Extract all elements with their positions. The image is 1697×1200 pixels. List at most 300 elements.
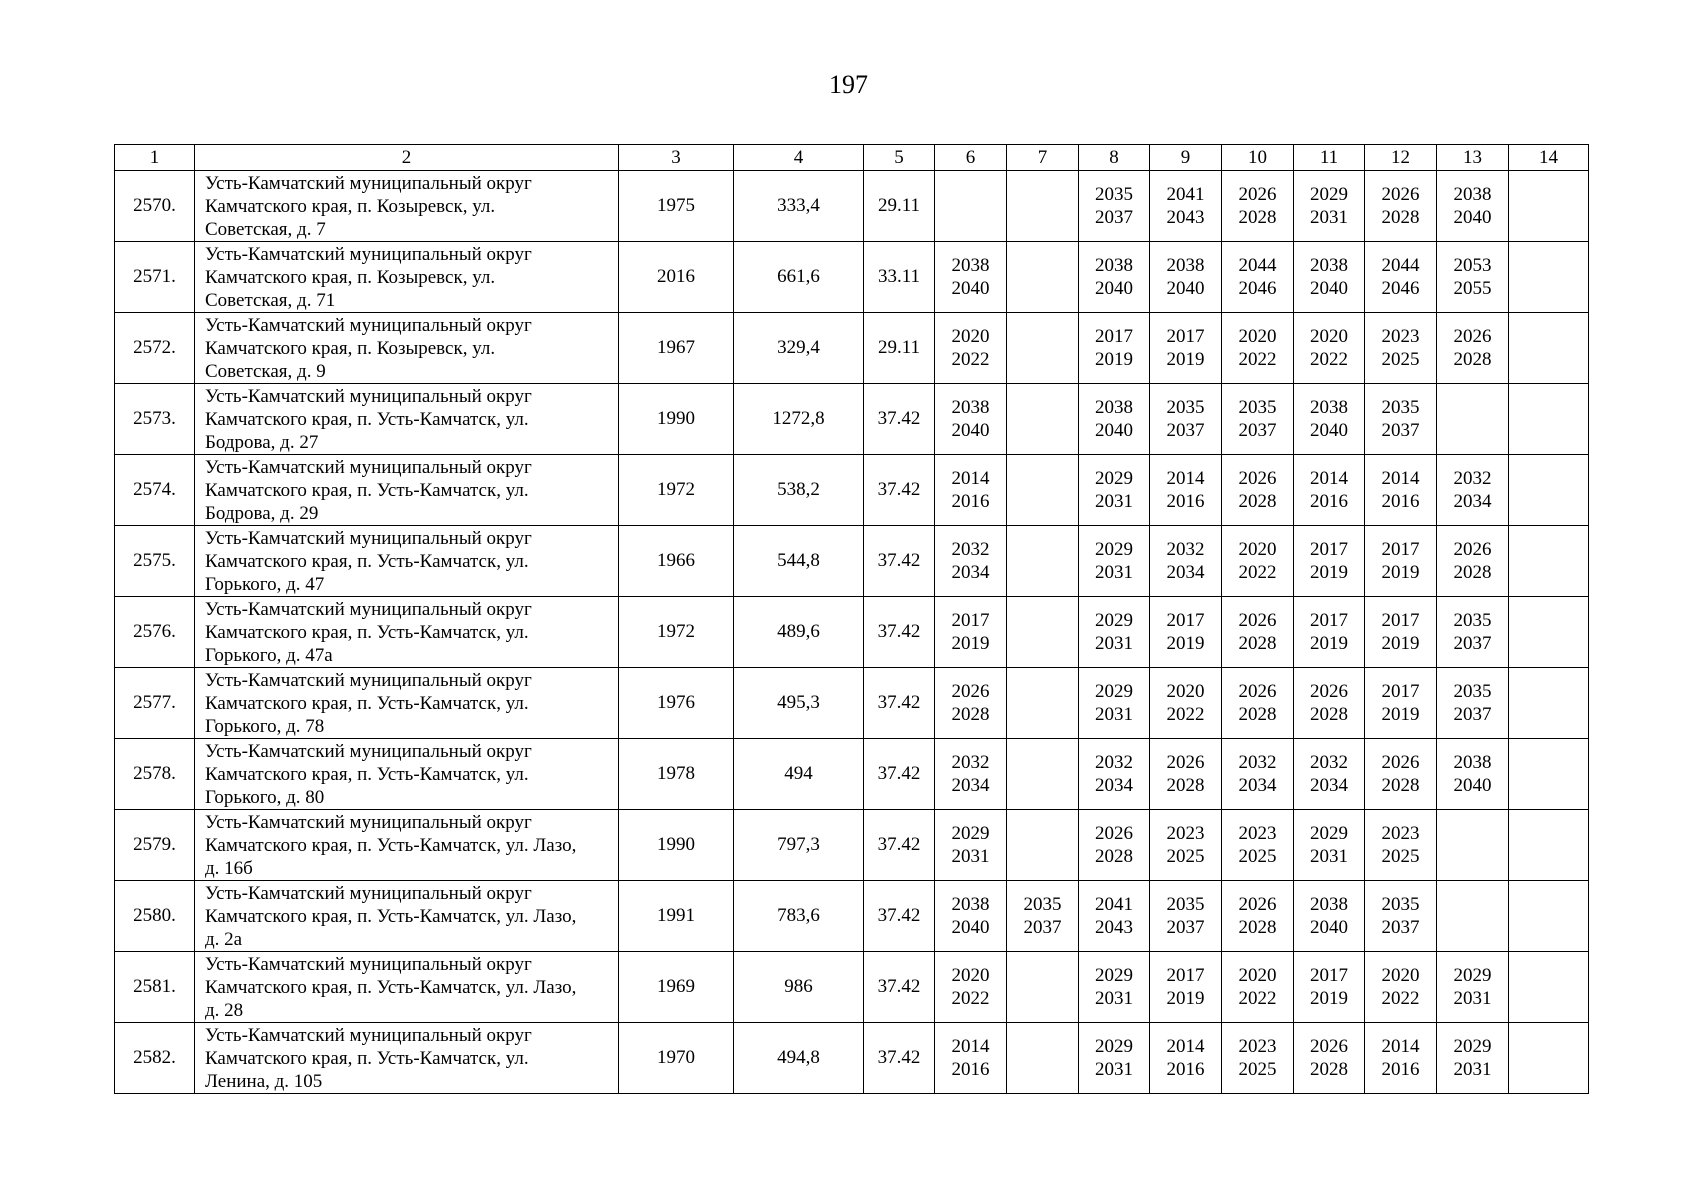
period-cell-8 [1079,810,1150,881]
period-cell-11 [1294,455,1365,526]
table-row [115,526,1589,597]
address-line: Усть-Камчатский муниципальный округ [205,669,532,691]
period-year: 2034 [1166,562,1205,583]
period-cell-6 [935,597,1007,668]
period-year: 2019 [1381,704,1420,725]
year-built-cell: 1978 [619,739,734,810]
notes-cell-14 [1509,171,1589,242]
rate-cell: 37.42 [864,526,935,597]
notes-cell-14 [1509,810,1589,881]
column-header-13: 13 [1437,145,1509,171]
period-year: 2016 [1310,491,1348,512]
table-body [115,171,1589,1094]
period-year: 2038 [1095,255,1133,276]
period-cell-6 [935,1023,1007,1094]
period-year: 2029 [951,823,990,844]
row-number-cell: 2574. [115,455,195,526]
period-year: 2053 [1453,255,1492,276]
period-year: 2040 [951,420,990,441]
period-cell-8 [1079,668,1150,739]
table-row [115,1023,1589,1094]
period-cell-7 [1007,455,1079,526]
address-cell [195,881,619,952]
period-cell-13 [1437,952,1509,1023]
notes-cell-14 [1509,526,1589,597]
period-year: 2026 [1238,184,1277,205]
period-year: 2017 [1310,539,1348,560]
address-line: д. 2а [205,928,243,950]
column-header-10: 10 [1222,145,1294,171]
period-year: 2014 [1310,468,1348,489]
period-cell-8 [1079,881,1150,952]
address-line: д. 28 [205,999,244,1021]
address-line: Усть-Камчатский муниципальный округ [205,172,532,194]
period-year: 2037 [1166,917,1205,938]
period-year: 2017 [1310,610,1348,631]
period-cell-7 [1007,668,1079,739]
address-cell [195,597,619,668]
rate-cell: 37.42 [864,810,935,881]
period-year: 2017 [1381,681,1420,702]
address-cell [195,739,619,810]
period-year: 2055 [1453,278,1492,299]
period-year: 2031 [1095,491,1133,512]
period-year: 2029 [1310,823,1348,844]
period-year: 2035 [1238,397,1277,418]
period-cell-10 [1222,597,1294,668]
period-cell-10 [1222,384,1294,455]
period-year: 2014 [1166,468,1205,489]
period-cell-11 [1294,313,1365,384]
period-year: 2040 [1453,207,1492,228]
table-header [115,145,1589,171]
table-row [115,171,1589,242]
period-year: 2017 [1381,539,1420,560]
period-year: 2029 [1095,965,1133,986]
period-cell-13 [1437,171,1509,242]
table-row [115,313,1589,384]
period-year: 2034 [1238,775,1277,796]
period-year: 2038 [1453,184,1492,205]
period-year: 2038 [1453,752,1492,773]
period-cell-6 [935,881,1007,952]
period-year: 2035 [1381,397,1420,418]
row-number-cell: 2570. [115,171,195,242]
table-row [115,597,1589,668]
period-year: 2040 [1166,278,1205,299]
column-header-9: 9 [1150,145,1222,171]
period-cell-11 [1294,881,1365,952]
year-built-cell: 1970 [619,1023,734,1094]
period-cell-6 [935,313,1007,384]
address-line: Камчатского края, п. Усть-Камчатск, ул. [205,692,529,714]
period-cell-12 [1365,952,1437,1023]
period-year: 2026 [1238,610,1277,631]
period-cell-10 [1222,455,1294,526]
housing-registry-table [114,144,1589,1094]
period-cell-13 [1437,810,1509,881]
period-year: 2020 [1381,965,1420,986]
column-header-1: 1 [115,145,195,171]
area-cell: 494,8 [734,1023,864,1094]
period-year: 2026 [1453,539,1492,560]
address-line: Камчатского края, п. Козыревск, ул. [205,195,496,217]
period-year: 2020 [1238,539,1277,560]
column-header-14: 14 [1509,145,1589,171]
period-year: 2019 [1166,988,1205,1009]
period-year: 2031 [1095,1059,1133,1080]
period-cell-7 [1007,242,1079,313]
address-line: Усть-Камчатский муниципальный округ [205,882,532,904]
period-year: 2025 [1381,846,1420,867]
header-row [115,145,1589,171]
period-year: 2016 [1166,491,1205,512]
address-line: Камчатского края, п. Усть-Камчатск, ул. Лазо, [205,905,577,927]
period-cell-8 [1079,384,1150,455]
period-year: 2026 [1381,184,1420,205]
year-built-cell: 1990 [619,384,734,455]
period-year: 2028 [1310,704,1348,725]
period-year: 2032 [1166,539,1205,560]
period-year: 2028 [1381,775,1420,796]
period-cell-12 [1365,384,1437,455]
period-cell-10 [1222,739,1294,810]
period-cell-7 [1007,526,1079,597]
notes-cell-14 [1509,1023,1589,1094]
period-year: 2020 [1310,326,1348,347]
period-year: 2031 [1453,1059,1492,1080]
period-cell-9 [1150,455,1222,526]
address-line: Советская, д. 7 [205,218,326,240]
period-year: 2014 [1381,1036,1420,1057]
period-cell-8 [1079,526,1150,597]
row-number-cell: 2578. [115,739,195,810]
period-cell-11 [1294,810,1365,881]
year-built-cell: 1966 [619,526,734,597]
period-year: 2035 [1166,894,1205,915]
address-line: Камчатского края, п. Усть-Камчатск, ул. [205,621,529,643]
address-line: Усть-Камчатский муниципальный округ [205,1024,532,1046]
period-cell-10 [1222,881,1294,952]
period-year: 2044 [1238,255,1277,276]
period-year: 2025 [1381,349,1420,370]
period-cell-12 [1365,597,1437,668]
year-built-cell: 1972 [619,455,734,526]
row-number-cell: 2580. [115,881,195,952]
row-number-cell: 2571. [115,242,195,313]
period-year: 2022 [1310,349,1348,370]
period-year: 2035 [1023,894,1062,915]
period-year: 2017 [1166,326,1205,347]
period-year: 2016 [951,1059,990,1080]
period-year: 2037 [1095,207,1133,228]
period-cell-11 [1294,171,1365,242]
period-cell-7 [1007,810,1079,881]
period-year: 2029 [1095,610,1133,631]
period-year: 2034 [1310,775,1348,796]
period-cell-7 [1007,171,1079,242]
period-year: 2037 [1453,704,1492,725]
period-year: 2014 [951,1036,990,1057]
address-cell [195,171,619,242]
period-year: 2037 [1166,420,1205,441]
period-year: 2023 [1238,1036,1277,1057]
period-year: 2026 [1238,681,1277,702]
period-year: 2032 [1238,752,1277,773]
year-built-cell: 1991 [619,881,734,952]
address-cell [195,242,619,313]
period-cell-13 [1437,1023,1509,1094]
row-number-cell: 2581. [115,952,195,1023]
row-number-cell: 2572. [115,313,195,384]
period-year: 2016 [1381,1059,1420,1080]
period-year: 2040 [1453,775,1492,796]
address-line: Бодрова, д. 27 [205,431,319,453]
period-year: 2022 [1238,562,1277,583]
year-built-cell: 1967 [619,313,734,384]
period-year: 2017 [1381,610,1420,631]
address-line: Камчатского края, п. Козыревск, ул. [205,266,496,288]
area-cell: 661,6 [734,242,864,313]
address-line: Камчатского края, п. Усть-Камчатск, ул. Лазо, [205,834,577,856]
column-header-4: 4 [734,145,864,171]
period-year: 2034 [951,562,990,583]
period-year: 2014 [951,468,990,489]
period-year: 2023 [1381,823,1420,844]
period-year: 2028 [1310,1059,1348,1080]
address-line: Усть-Камчатский муниципальный округ [205,456,532,478]
period-year: 2037 [1453,633,1492,654]
period-year: 2035 [1453,681,1492,702]
row-number-cell: 2575. [115,526,195,597]
period-year: 2035 [1095,184,1133,205]
period-year: 2034 [951,775,990,796]
period-year: 2034 [1095,775,1133,796]
period-cell-11 [1294,1023,1365,1094]
area-cell: 538,2 [734,455,864,526]
address-line: Усть-Камчатский муниципальный округ [205,953,532,975]
period-year: 2014 [1381,468,1420,489]
column-header-3: 3 [619,145,734,171]
period-cell-9 [1150,1023,1222,1094]
period-year: 2031 [1095,562,1133,583]
period-year: 2038 [1310,894,1348,915]
period-year: 2020 [951,326,990,347]
notes-cell-14 [1509,384,1589,455]
rate-cell: 37.42 [864,384,935,455]
period-year: 2026 [951,681,990,702]
address-line: Горького, д. 78 [205,715,325,737]
period-year: 2029 [1095,681,1133,702]
table-row [115,810,1589,881]
period-year: 2038 [951,255,990,276]
rate-cell: 29.11 [864,171,935,242]
area-cell: 783,6 [734,881,864,952]
period-cell-11 [1294,242,1365,313]
address-line: Горького, д. 80 [205,786,325,808]
rate-cell: 33.11 [864,242,935,313]
period-year: 2019 [1310,988,1348,1009]
area-cell: 489,6 [734,597,864,668]
rate-cell: 29.11 [864,313,935,384]
period-year: 2041 [1166,184,1205,205]
period-cell-8 [1079,313,1150,384]
period-year: 2019 [951,633,990,654]
year-built-cell: 2016 [619,242,734,313]
period-year: 2043 [1095,917,1133,938]
address-line: Усть-Камчатский муниципальный округ [205,243,532,265]
period-year: 2035 [1381,894,1420,915]
period-year: 2031 [1095,988,1133,1009]
table-row [115,881,1589,952]
period-year: 2029 [1095,1036,1133,1057]
period-cell-6 [935,526,1007,597]
period-year: 2025 [1238,846,1277,867]
period-year: 2019 [1166,633,1205,654]
period-cell-6 [935,455,1007,526]
period-cell-10 [1222,952,1294,1023]
period-year: 2014 [1166,1036,1205,1057]
period-cell-12 [1365,171,1437,242]
table-row [115,242,1589,313]
rate-cell: 37.42 [864,668,935,739]
address-line: Камчатского края, п. Усть-Камчатск, ул. [205,1047,529,1069]
period-year: 2017 [1166,965,1205,986]
period-year: 2028 [951,704,990,725]
year-built-cell: 1969 [619,952,734,1023]
period-year: 2031 [1310,207,1348,228]
period-cell-12 [1365,242,1437,313]
year-built-cell: 1990 [619,810,734,881]
period-cell-12 [1365,313,1437,384]
period-year: 2026 [1310,681,1348,702]
period-year: 2031 [1095,704,1133,725]
period-cell-6 [935,952,1007,1023]
notes-cell-14 [1509,739,1589,810]
area-cell: 495,3 [734,668,864,739]
row-number-cell: 2573. [115,384,195,455]
address-line: Камчатского края, п. Усть-Камчатск, ул. [205,550,529,572]
year-built-cell: 1976 [619,668,734,739]
period-cell-6 [935,171,1007,242]
period-year: 2040 [1095,278,1133,299]
period-year: 2022 [1166,704,1205,725]
period-cell-10 [1222,526,1294,597]
period-year: 2040 [1310,278,1348,299]
notes-cell-14 [1509,242,1589,313]
period-year: 2028 [1238,917,1277,938]
period-year: 2038 [951,397,990,418]
address-line: Усть-Камчатский муниципальный округ [205,527,532,549]
address-line: Камчатского края, п. Усть-Камчатск, ул. [205,763,529,785]
period-year: 2019 [1095,349,1133,370]
period-year: 2031 [1310,846,1348,867]
period-year: 2041 [1095,894,1133,915]
period-cell-8 [1079,739,1150,810]
period-cell-13 [1437,242,1509,313]
period-year: 2022 [1238,349,1277,370]
period-year: 2043 [1166,207,1205,228]
period-year: 2029 [1095,539,1133,560]
period-cell-9 [1150,526,1222,597]
period-year: 2032 [951,539,990,560]
period-cell-12 [1365,810,1437,881]
area-cell: 544,8 [734,526,864,597]
table-row [115,952,1589,1023]
period-cell-9 [1150,242,1222,313]
period-cell-6 [935,668,1007,739]
table-row [115,739,1589,810]
period-year: 2044 [1381,255,1420,276]
period-cell-8 [1079,242,1150,313]
period-cell-13 [1437,313,1509,384]
period-cell-12 [1365,739,1437,810]
period-cell-11 [1294,952,1365,1023]
address-cell [195,526,619,597]
rate-cell: 37.42 [864,952,935,1023]
period-year: 2040 [1310,917,1348,938]
period-cell-13 [1437,597,1509,668]
address-line: Советская, д. 71 [205,289,336,311]
period-cell-8 [1079,455,1150,526]
period-year: 2022 [951,349,990,370]
row-number-cell: 2576. [115,597,195,668]
rate-cell: 37.42 [864,881,935,952]
notes-cell-14 [1509,597,1589,668]
period-cell-7 [1007,597,1079,668]
period-cell-13 [1437,526,1509,597]
period-cell-10 [1222,1023,1294,1094]
period-year: 2026 [1238,894,1277,915]
period-year: 2028 [1238,207,1277,228]
period-cell-9 [1150,739,1222,810]
address-line: Камчатского края, п. Усть-Камчатск, ул. [205,479,529,501]
period-cell-13 [1437,668,1509,739]
table-row [115,384,1589,455]
year-built-cell: 1975 [619,171,734,242]
address-line: Бодрова, д. 29 [205,502,319,524]
period-year: 2028 [1381,207,1420,228]
period-year: 2026 [1453,326,1492,347]
period-cell-10 [1222,668,1294,739]
notes-cell-14 [1509,668,1589,739]
row-number-cell: 2582. [115,1023,195,1094]
rate-cell: 37.42 [864,597,935,668]
period-year: 2025 [1166,846,1205,867]
address-cell [195,810,619,881]
rate-cell: 37.42 [864,739,935,810]
period-year: 2031 [1095,633,1133,654]
period-cell-12 [1365,668,1437,739]
address-line: Усть-Камчатский муниципальный округ [205,598,532,620]
period-cell-11 [1294,597,1365,668]
area-cell: 329,4 [734,313,864,384]
period-cell-9 [1150,668,1222,739]
address-line: д. 16б [205,857,253,879]
year-built-cell: 1972 [619,597,734,668]
period-year: 2032 [1310,752,1348,773]
period-cell-10 [1222,171,1294,242]
period-cell-12 [1365,1023,1437,1094]
period-cell-9 [1150,952,1222,1023]
period-year: 2031 [951,846,990,867]
period-cell-13 [1437,455,1509,526]
period-cell-7 [1007,739,1079,810]
period-cell-10 [1222,313,1294,384]
column-header-2: 2 [195,145,619,171]
period-cell-6 [935,739,1007,810]
rate-cell: 37.42 [864,455,935,526]
